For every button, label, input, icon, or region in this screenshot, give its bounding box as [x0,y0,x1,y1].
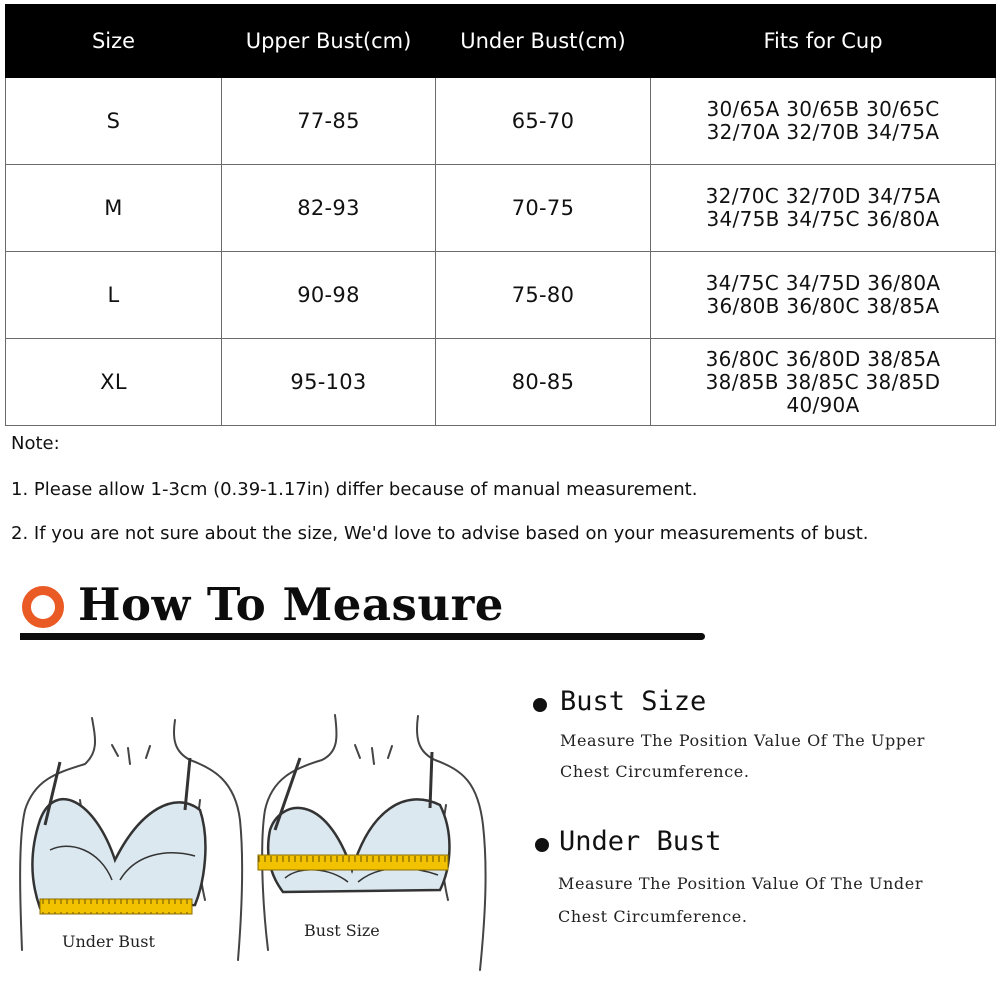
size-cell: L [6,252,222,339]
left-bra [33,758,206,908]
upper-bust-cell: 77-85 [222,78,436,165]
table-header-row [6,5,996,78]
bullet-icon [533,698,547,712]
size-cell: S [6,78,222,165]
table-row [6,78,996,165]
cup-line: 34/75C 34/75D 36/80A [705,271,941,295]
note-item: 2. If you are not sure about the size, We'd love to advise based on your measurements of bust. [11,523,869,544]
cup-line: 36/80C 36/80D 38/85A [705,346,941,371]
figure-label-under-bust: Under Bust [62,932,155,951]
cup-line: 34/75B 34/75C 36/80A [706,207,940,231]
cup-line: 40/90A [786,392,860,417]
table-row [6,165,996,252]
cup-line: 32/70A 32/70B 34/75A [706,120,940,144]
header-under-bust: Under Bust(cm) [436,5,651,78]
note-item: 1. Please allow 1-3cm (0.39-1.17in) differ because of manual measurement. [11,479,698,500]
under-bust-cell: 70-75 [436,165,651,252]
under-bust-description: Measure The Position Value Of The Under Chest Circumference. [558,874,924,926]
upper-bust-cell: 95-103 [222,339,436,426]
bust-size-title: Bust Size [560,686,707,717]
cup-cell [651,78,996,165]
cup-cell [651,339,996,426]
note-heading: Note: [11,433,60,454]
header-upper-bust: Upper Bust(cm) [222,5,436,78]
orange-ring-icon [22,586,64,628]
header-size: Size [6,5,222,78]
under-bust-cell: 80-85 [436,339,651,426]
size-cell: XL [6,339,222,426]
figure-label-bust-size: Bust Size [304,921,380,940]
title-underline [20,633,705,640]
bust-size-description: Measure The Position Value Of The Upper Chest Circumference. [560,731,926,781]
under-bust-cell: 65-70 [436,78,651,165]
cup-line: 32/70C 32/70D 34/75A [705,184,941,208]
header-fits-for-cup: Fits for Cup [651,5,996,78]
cup-cell [651,165,996,252]
upper-bust-cell: 90-98 [222,252,436,339]
how-to-measure-title: How To Measure [78,578,504,631]
bullet-icon [535,838,549,852]
under-bust-cell: 75-80 [436,252,651,339]
under-bust-tape [40,899,192,914]
size-chart-table [5,4,996,426]
under-bust-title: Under Bust [559,826,722,857]
table-row [6,339,996,426]
cup-line: 36/80B 36/80C 38/85A [706,294,940,318]
cup-cell [651,252,996,339]
bust-size-tape [258,855,448,870]
cup-line: 30/65A 30/65B 30/65C [706,97,940,121]
right-bra [268,752,449,892]
measurement-illustration [0,660,520,1000]
table-row [6,252,996,339]
cup-line: 38/85B 38/85C 38/85D [705,369,941,394]
size-cell: M [6,165,222,252]
upper-bust-cell: 82-93 [222,165,436,252]
